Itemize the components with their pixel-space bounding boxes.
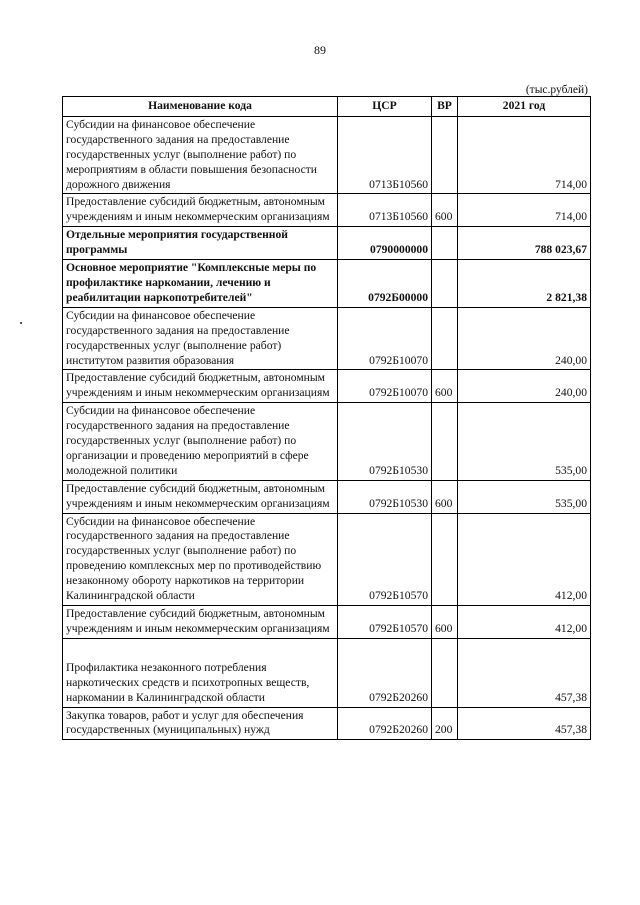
table-row xyxy=(63,194,591,227)
table-row xyxy=(63,480,591,513)
margin-mark xyxy=(20,322,22,324)
row-csr-cell: 0792Б10570 xyxy=(338,606,432,639)
budget-table xyxy=(62,96,591,740)
row-sum-cell: 535,00 xyxy=(458,480,591,513)
row-name-cell: Отдельные мероприятия государственной программы xyxy=(63,227,338,260)
row-sum-cell: 240,00 xyxy=(458,307,591,370)
row-csr-cell: 0792Б00000 xyxy=(338,260,432,308)
row-name-cell: Предоставление субсидий бюджетным, автономным учреждениям и иным некоммерческим организациям xyxy=(63,606,338,639)
row-vr-cell: 600 xyxy=(432,194,458,227)
row-sum-cell: 240,00 xyxy=(458,370,591,403)
header-csr: ЦСР xyxy=(338,97,432,117)
row-sum-cell: 2 821,38 xyxy=(458,260,591,308)
row-sum-cell: 412,00 xyxy=(458,513,591,605)
row-name-cell: Субсидии на финансовое обеспечение государственного задания на предоставление государственных услуг (выполнение работ) институтом развития образования xyxy=(63,307,338,370)
table-row xyxy=(63,370,591,403)
row-vr-cell: 600 xyxy=(432,370,458,403)
table-body xyxy=(63,116,591,739)
row-sum-cell: 788 023,67 xyxy=(458,227,591,260)
row-vr-cell xyxy=(432,116,458,194)
table-row xyxy=(63,307,591,370)
row-vr-cell xyxy=(432,227,458,260)
table-row xyxy=(63,260,591,308)
row-name-cell: Профилактика незаконного потребления наркотических средств и психотропных веществ, наркомании в Калининградской области xyxy=(63,638,338,707)
page-number: 89 xyxy=(314,43,326,57)
row-csr-cell: 0792Б20260 xyxy=(338,707,432,740)
table-row xyxy=(63,707,591,740)
row-name-cell: Предоставление субсидий бюджетным, автономным учреждениям и иным некоммерческим организациям xyxy=(63,194,338,227)
row-vr-cell: 600 xyxy=(432,606,458,639)
row-vr-cell xyxy=(432,513,458,605)
table-row xyxy=(63,227,591,260)
row-vr-cell xyxy=(432,260,458,308)
row-name-cell: Субсидии на финансовое обеспечение государственного задания на предоставление государственных услуг (выполнение работ) по организации и проведению мероприятий в сфере молодежной политики xyxy=(63,403,338,481)
table-row xyxy=(63,116,591,194)
row-csr-cell: 0792Б10530 xyxy=(338,403,432,481)
units-label: (тыс.рублей) xyxy=(525,84,588,96)
row-sum-cell: 714,00 xyxy=(458,194,591,227)
row-vr-cell xyxy=(432,638,458,707)
row-name-cell: Предоставление субсидий бюджетным, автономным учреждениям и иным некоммерческим организациям xyxy=(63,480,338,513)
row-vr-cell xyxy=(432,403,458,481)
row-sum-cell: 412,00 xyxy=(458,606,591,639)
table-row xyxy=(63,638,591,707)
row-csr-cell: 0713Б10560 xyxy=(338,116,432,194)
table-header-row xyxy=(63,97,591,117)
row-sum-cell: 535,00 xyxy=(458,403,591,481)
row-sum-cell: 457,38 xyxy=(458,707,591,740)
row-csr-cell: 0792Б20260 xyxy=(338,638,432,707)
header-name: Наименование кода xyxy=(63,97,338,117)
table-row xyxy=(63,403,591,481)
row-sum-cell: 457,38 xyxy=(458,638,591,707)
row-csr-cell: 0792Б10570 xyxy=(338,513,432,605)
header-year: 2021 год xyxy=(458,97,591,117)
header-vr: ВР xyxy=(432,97,458,117)
row-sum-cell: 714,00 xyxy=(458,116,591,194)
row-csr-cell: 0792Б10070 xyxy=(338,307,432,370)
row-csr-cell: 0792Б10530 xyxy=(338,480,432,513)
row-name-cell: Субсидии на финансовое обеспечение государственного задания на предоставление государственных услуг (выполнение работ) по мероприятиям в области повышения безопасности дорожного движения xyxy=(63,116,338,194)
row-name-cell: Закупка товаров, работ и услуг для обеспечения государственных (муниципальных) нужд xyxy=(63,707,338,740)
table-row xyxy=(63,513,591,605)
row-name-cell: Предоставление субсидий бюджетным, автономным учреждениям и иным некоммерческим организациям xyxy=(63,370,338,403)
row-vr-cell: 600 xyxy=(432,480,458,513)
row-name-cell: Основное мероприятие "Комплексные меры по профилактике наркомании, лечению и реабилитации наркопотребителей" xyxy=(63,260,338,308)
table-row xyxy=(63,606,591,639)
row-vr-cell xyxy=(432,307,458,370)
row-csr-cell: 0792Б10070 xyxy=(338,370,432,403)
row-vr-cell: 200 xyxy=(432,707,458,740)
row-csr-cell: 0790000000 xyxy=(338,227,432,260)
row-csr-cell: 0713Б10560 xyxy=(338,194,432,227)
row-name-cell: Субсидии на финансовое обеспечение государственного задания на предоставление государственных услуг (выполнение работ) по проведению комплексных мер по противодействию незаконному обороту наркотиков на территории Калининградской области xyxy=(63,513,338,605)
